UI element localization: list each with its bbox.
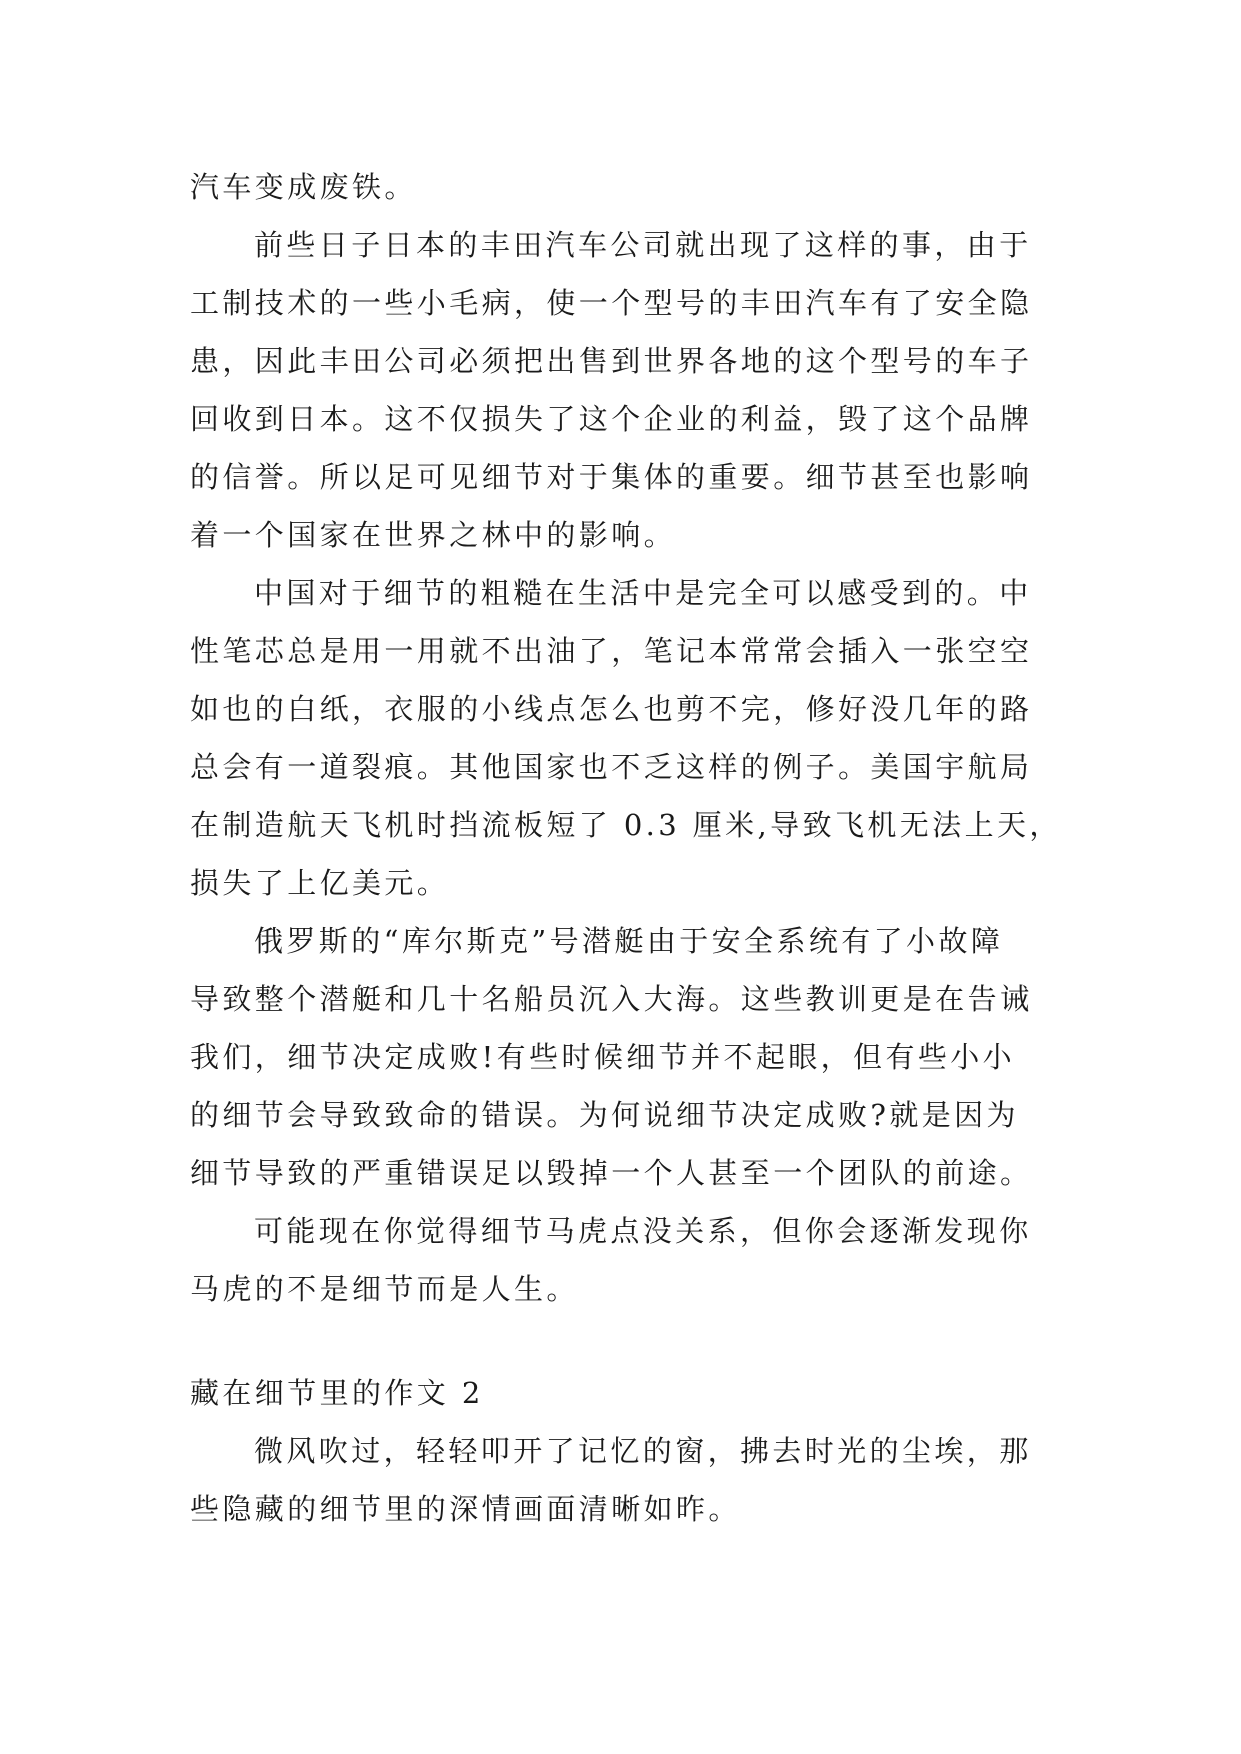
text-line: 的细节会导致致命的错误。为何说细节决定成败?就是因为 <box>190 1098 1019 1132</box>
text-line: 汽车变成废铁。 <box>190 170 417 204</box>
text-line: 回收到日本。这不仅损失了这个企业的利益，毁了这个品牌 <box>190 402 1033 436</box>
text-line: 我们，细节决定成败!有些时候细节并不起眼，但有些小小 <box>190 1040 1016 1074</box>
text-line: 俄罗斯的“库尔斯克”号潜艇由于安全系统有了小故障 <box>254 924 1004 958</box>
essay-body <box>190 158 1090 1538</box>
paragraph-toyota <box>190 216 1090 564</box>
text-line: 可能现在你觉得细节马虎点没关系，但你会逐渐发现你 <box>254 1214 1032 1248</box>
section-title: 藏在细节里的作文 2 <box>190 1376 484 1410</box>
text-line: 着一个国家在世界之林中的影响。 <box>190 518 677 552</box>
text-line: 导致整个潜艇和几十名船员沉入大海。这些教训更是在告诫 <box>190 982 1033 1016</box>
text-line: 如也的白纸，衣服的小线点怎么也剪不完，修好没几年的路 <box>190 692 1033 726</box>
text-line: 微风吹过，轻轻叩开了记忆的窗，拂去时光的尘埃，那 <box>254 1434 1032 1468</box>
paragraph-china-details <box>190 564 1090 912</box>
text-line: 工制技术的一些小毛病，使一个型号的丰田汽车有了安全隐 <box>190 286 1033 320</box>
paragraph-breeze <box>190 1422 1090 1538</box>
text-line: 前些日子日本的丰田汽车公司就出现了这样的事，由于 <box>254 228 1032 262</box>
text-line: 患，因此丰田公司必须把出售到世界各地的这个型号的车子 <box>190 344 1033 378</box>
paragraph-kursk <box>190 912 1090 1202</box>
text-line: 的信誉。所以足可见细节对于集体的重要。细节甚至也影响 <box>190 460 1033 494</box>
text-line: 马虎的不是细节而是人生。 <box>190 1272 579 1306</box>
text-line: 在制造航天飞机时挡流板短了 0.3 厘米,导致飞机无法上天， <box>190 808 1062 842</box>
text-line: 损失了上亿美元。 <box>190 866 450 900</box>
text-line: 些隐藏的细节里的深情画面清晰如昨。 <box>190 1492 741 1526</box>
paragraph-conclusion <box>190 1202 1090 1318</box>
section-spacer <box>190 1318 1090 1364</box>
paragraph-continuation <box>190 158 1090 216</box>
text-line: 细节导致的严重错误足以毁掉一个人甚至一个团队的前途。 <box>190 1156 1033 1190</box>
text-line: 性笔芯总是用一用就不出油了，笔记本常常会插入一张空空 <box>190 634 1033 668</box>
text-line: 中国对于细节的粗糙在生活中是完全可以感受到的。中 <box>254 576 1032 610</box>
text-line: 总会有一道裂痕。其他国家也不乏这样的例子。美国宇航局 <box>190 750 1033 784</box>
